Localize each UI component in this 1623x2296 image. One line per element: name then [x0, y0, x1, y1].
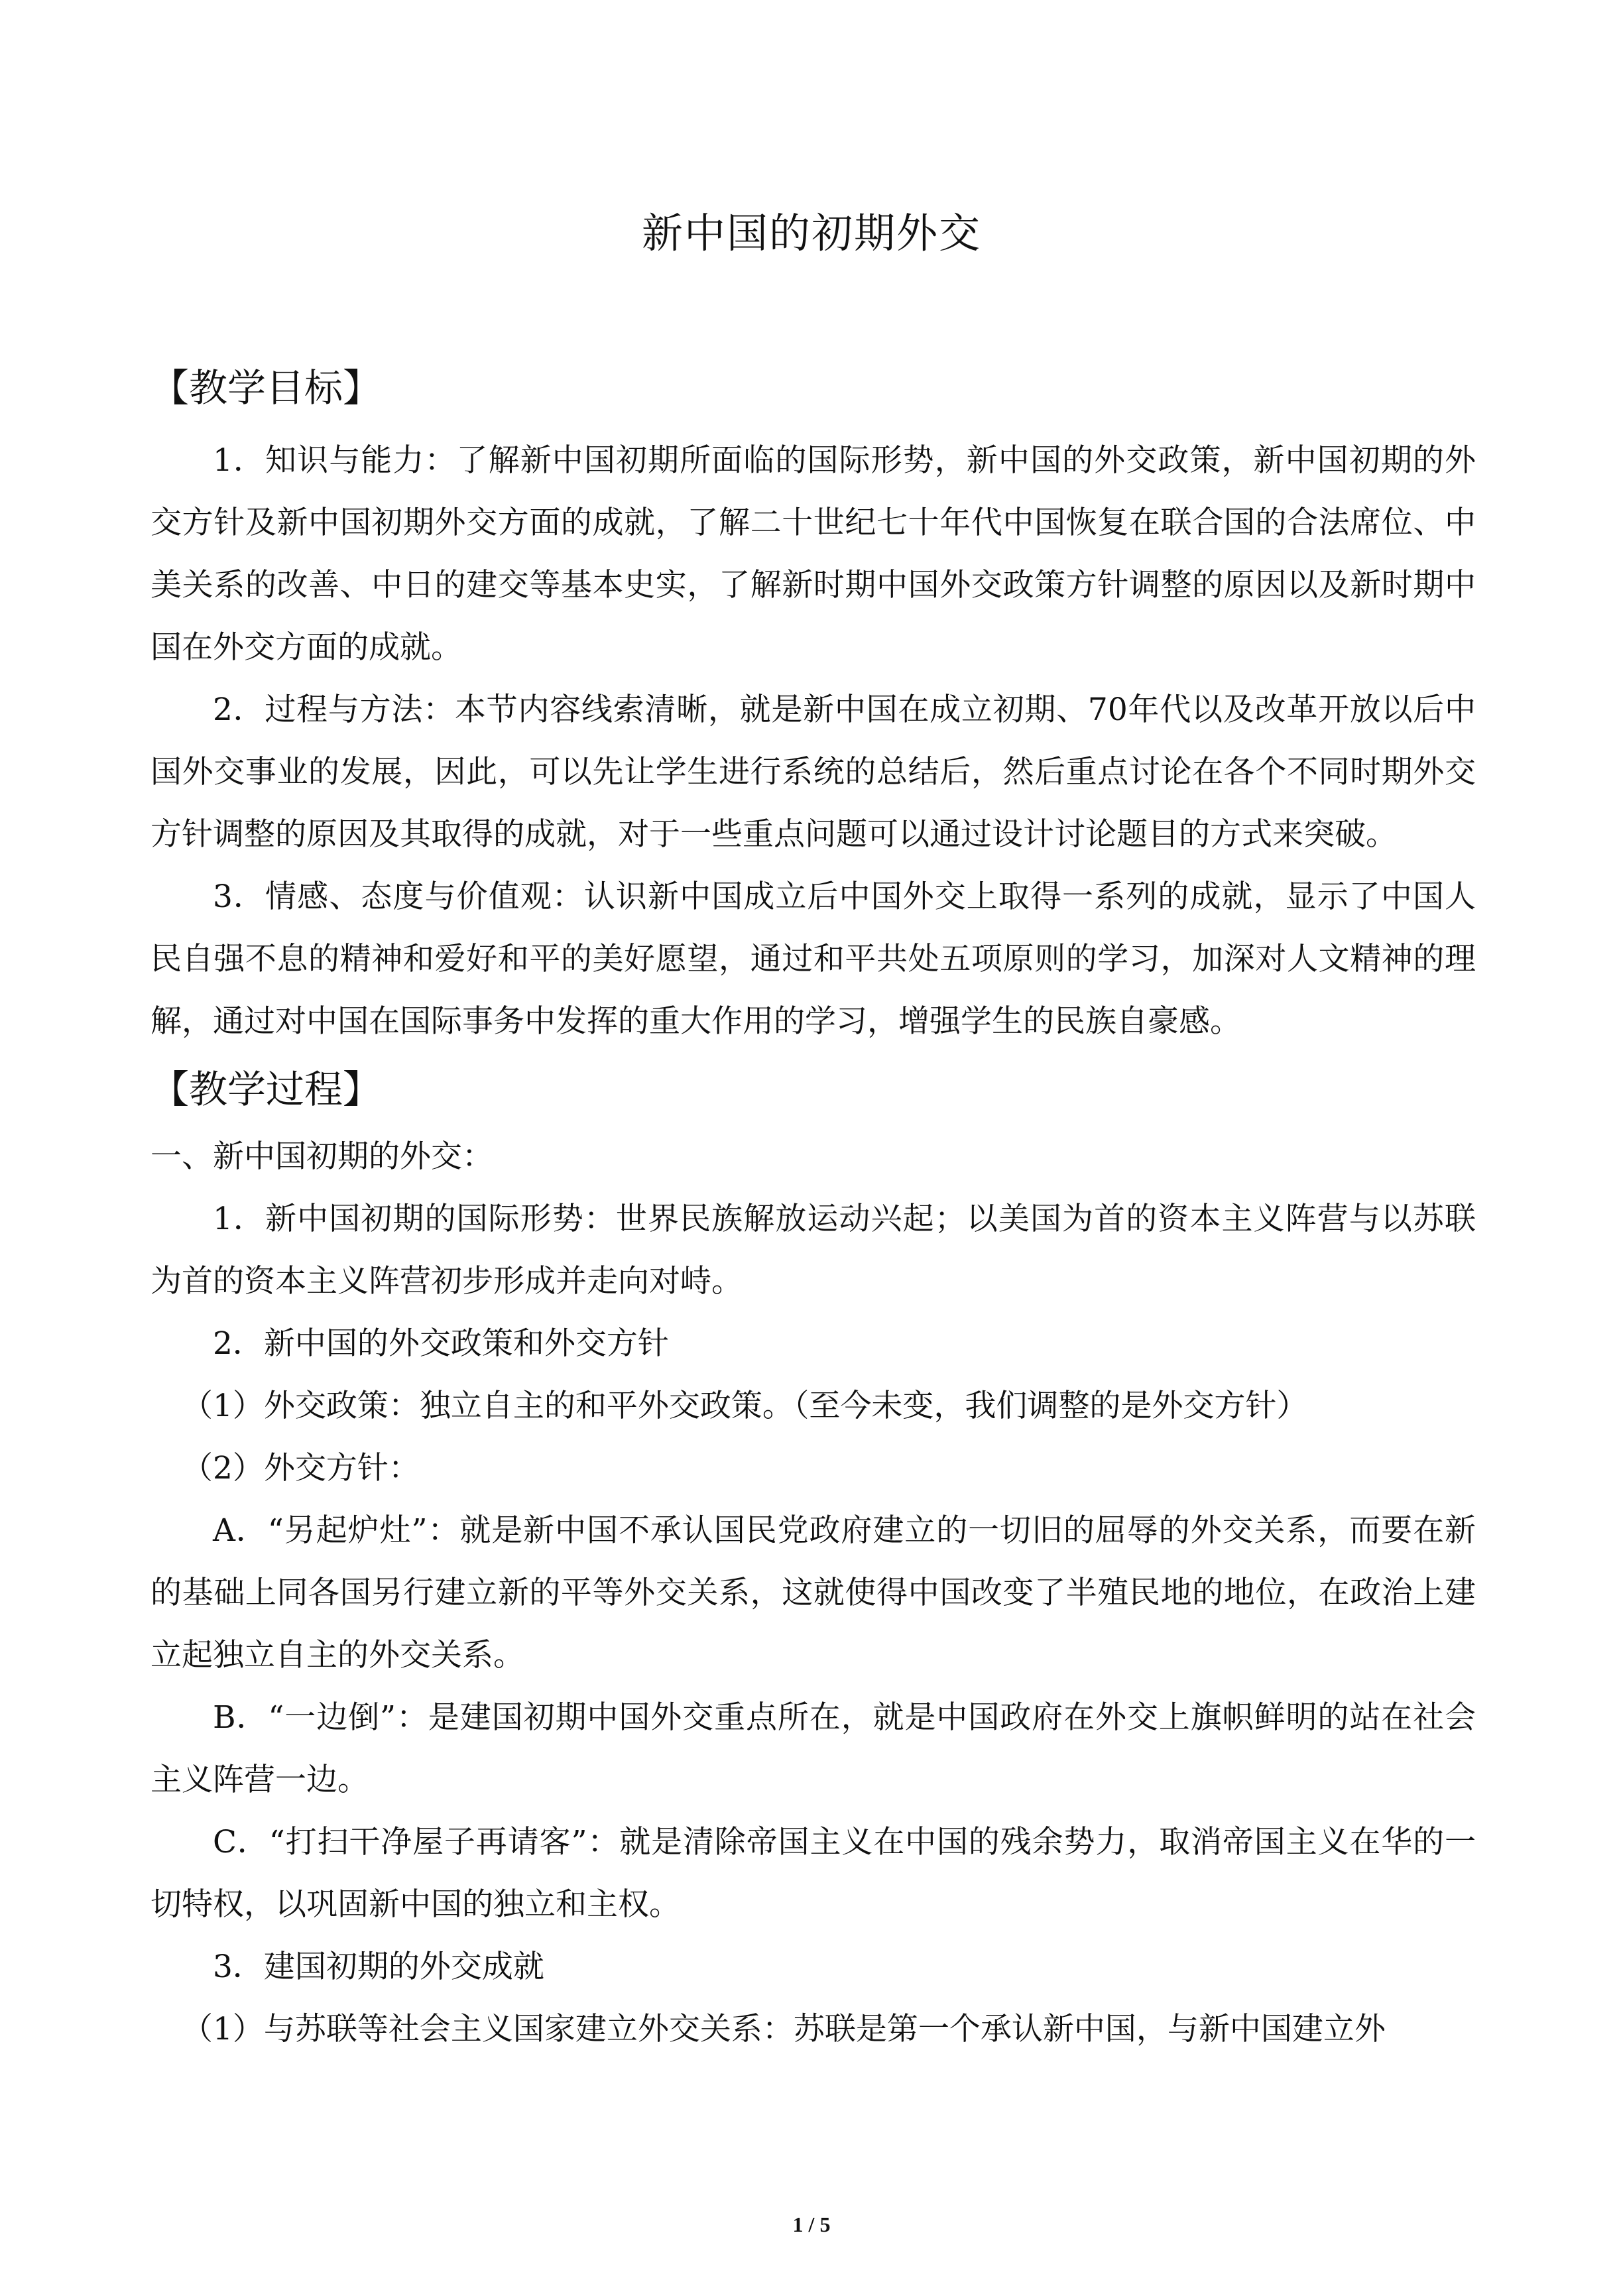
- objective-paragraph-2: 2．过程与方法：本节内容线索清晰，就是新中国在成立初期、70年代以及改革开放以后中国外交事业的发展，因此，可以先让学生进行系统的总结后，然后重点讨论在各个不同时期外交方针调整的原因及其取得的成就，对于一些重点问题可以通过设计讨论题目的方式来突破。: [150, 692, 1476, 853]
- paragraph-achievement-1: （1）与苏联等社会主义国家建立外交关系：苏联是第一个承认新中国，与新中国建立外: [182, 2011, 1386, 2047]
- paragraph-policy-heading: 2．新中国的外交政策和外交方针: [213, 1325, 669, 1362]
- part-one-title: 一、新中国初期的外交：: [150, 1138, 493, 1175]
- section-heading-process: 【教学过程】: [150, 1067, 382, 1112]
- objective-paragraph-3: 3．情感、态度与价值观：认识新中国成立后中国外交上取得一系列的成就，显示了中国人民自强不息的精神和爱好和平的美好愿望，通过和平共处五项原则的学习，加深对人文精神的理解，通过对中国在国际事务中发挥的重大作用的学习，增强学生的民族自豪感。: [150, 878, 1476, 1040]
- page-title: 新中国的初期外交: [641, 209, 981, 257]
- paragraph-policy: （1）外交政策：独立自主的和平外交政策。（至今未变，我们调整的是外交方针）: [182, 1388, 1308, 1424]
- paragraph-achievements-heading: 3．建国初期的外交成就: [213, 1949, 544, 1985]
- section-heading-objectives: 【教学目标】: [150, 365, 382, 410]
- paragraph-guideline-a: A．“另起炉灶”：就是新中国不承认国民党政府建立的一切旧的屈辱的外交关系，而要在新的基础上同各国另行建立新的平等外交关系，这就使得中国改变了半殖民地的地位，在政治上建立起独立自主的外交关系。: [150, 1512, 1476, 1673]
- page-number: 1 / 5: [792, 2212, 831, 2236]
- paragraph-international-situation: 1．新中国初期的国际形势：世界民族解放运动兴起；以美国为首的资本主义阵营与以苏联为首的资本主义阵营初步形成并走向对峙。: [150, 1201, 1476, 1299]
- objective-paragraph-1: 1．知识与能力：了解新中国初期所面临的国际形势，新中国的外交政策，新中国初期的外交方针及新中国初期外交方面的成就，了解二十世纪七十年代中国恢复在联合国的合法席位、中美关系的改善、中日的建交等基本史实，了解新时期中国外交政策方针调整的原因以及新时期中国在外交方面的成就。: [150, 442, 1476, 666]
- document-body: [150, 351, 1476, 2061]
- paragraph-guideline-c: C．“打扫干净屋子再请客”：就是清除帝国主义在中国的残余势力，取消帝国主义在华的一切特权，以巩固新中国的独立和主权。: [150, 1824, 1476, 1923]
- paragraph-guidelines-heading: （2）外交方针：: [182, 1450, 420, 1486]
- paragraph-guideline-b: B．“一边倒”：是建国初期中国外交重点所在，就是中国政府在外交上旗帜鲜明的站在社会主义阵营一边。: [150, 1699, 1476, 1798]
